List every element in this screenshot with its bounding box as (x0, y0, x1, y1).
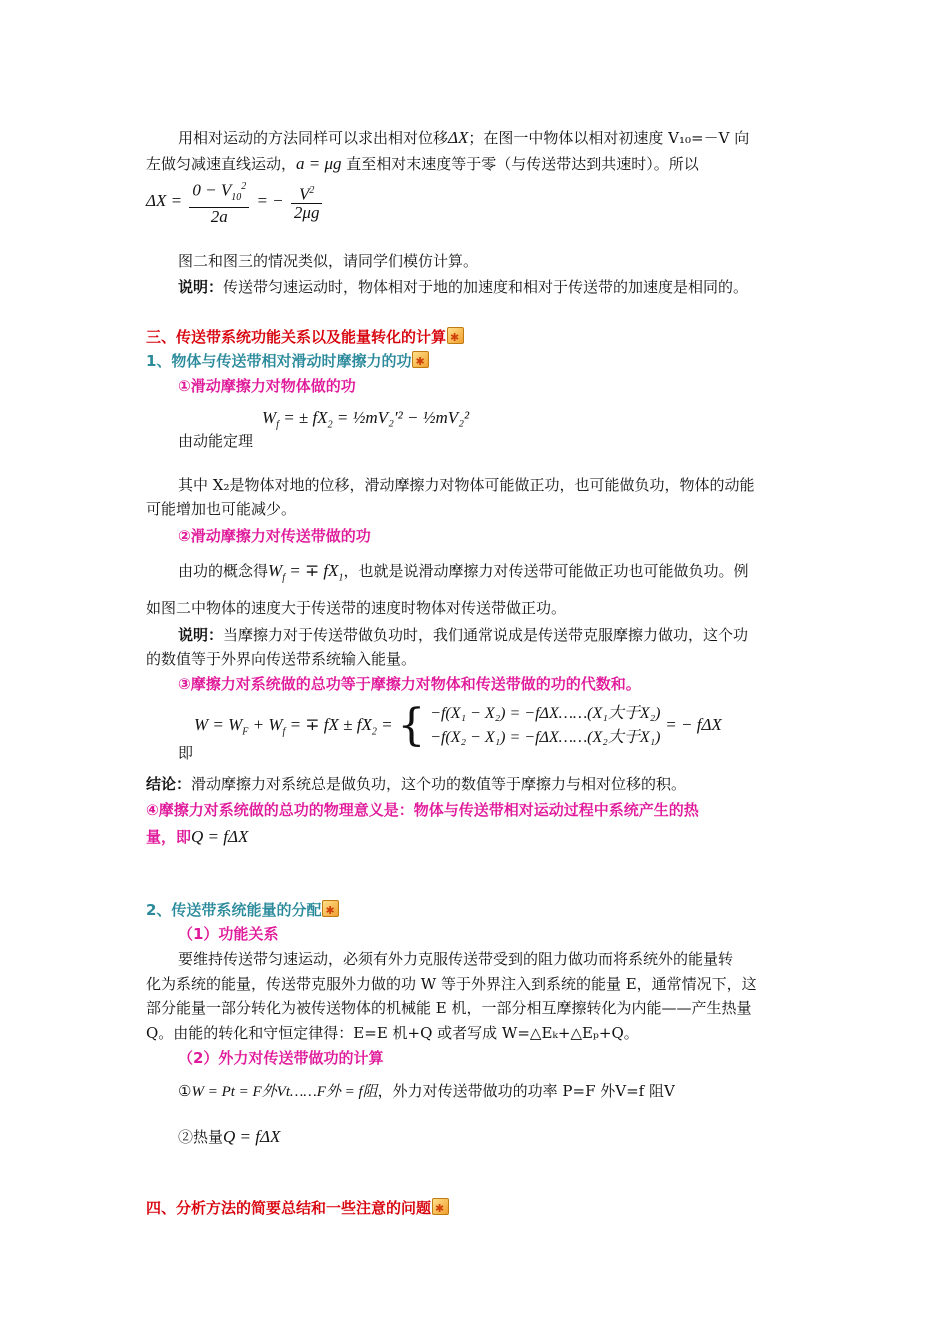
conclusion-line: 结论：滑动摩擦力对系统总是做负功，这个功的数值等于摩擦力与相对位移的积。 (146, 775, 687, 793)
section-4-title: 四、分析方法的简要总结和一些注意的问题✱ (146, 1197, 449, 1219)
subsection-1-title: 1、物体与传送带相对滑动时摩擦力的功✱ (146, 350, 429, 372)
subsection-2-2-heading: （2）外力对传送带做功的计算 (178, 1049, 384, 1067)
note-icon[interactable] (447, 327, 464, 344)
formula-line: ①W = Pt = F外Vt……F外 = f阻，外力对传送带做功的功率 P=F 外V=f 阻V (178, 1082, 675, 1100)
item-4-heading: ④摩擦力对系统做的总功的物理意义是：物体与传送带相对运动过程中系统产生的热 (146, 801, 699, 819)
equation-total-work: $W = W_F + W_f$ = ∓ fX ± $fX_2$ = { −f(X₁ − X₂) = −fΔX……(X₁大于X₂) −f(X₂ − X₁) = −fΔX……(X₂大于X₁) = − fΔX (194, 700, 722, 751)
text-line: 左做匀减速直线运动，a = μg 直至相对末速度等于零（与传送带达到共速时）。所以 (146, 154, 699, 173)
item-4-heading-cont: 量，即Q = fΔX (146, 827, 249, 846)
note-icon[interactable] (322, 900, 339, 917)
item-3-heading: ③摩擦力对系统做的总功等于摩擦力对物体和传送带做的功的代数和。 (178, 675, 641, 693)
equation-delta-x: ΔX = $\frac{0 - V_{10}^2}{2a}$ = − $\frac{V^2}{2\mu g}$ (146, 178, 325, 226)
formula-line: ②热量Q = fΔX (178, 1127, 281, 1146)
note-line: 说明：传送带匀速运动时，物体相对于地的加速度和相对于传送带的加速度是相同的。 (178, 278, 749, 296)
text-line: 化为系统的能量，传送带克服外力做的功 W 等于外界注入到系统的能量 E，通常情况下，这 (146, 975, 757, 993)
text-line: 由功的概念得$W_f$ = ∓ $fX_1$，也就是说滑动摩擦力对传送带可能做正功也可能做负功。例 (178, 561, 749, 584)
text-line: 的数值等于外界向传送带系统输入能量。 (146, 650, 417, 668)
item-1-heading: ①滑动摩擦力对物体做的功 (178, 377, 356, 395)
equation-work-object: $W_f$ = ± $fX_2$ = ½mV₂′² − ½mV₂² (262, 408, 470, 431)
text-line: 其中 X₂是物体对地的位移，滑动摩擦力对物体可能做正功，也可能做负功，物体的动能 (178, 476, 755, 494)
note-icon[interactable] (412, 351, 429, 368)
subsection-2-1-heading: （1）功能关系 (178, 925, 279, 943)
text-line: Q。由能的转化和守恒定律得：E=E 机+Q 或者写成 W=△Eₖ+△Eₚ+Q。 (146, 1024, 639, 1042)
note-line: 说明：当摩擦力对于传送带做负功时，我们通常说成是传送带克服摩擦力做功，这个功 (178, 626, 749, 644)
text-line: 要维持传送带匀速运动，必须有外力克服传送带受到的阻力做功而将系统外的能量转 (178, 950, 734, 968)
item-2-heading: ②滑动摩擦力对传送带做的功 (178, 527, 371, 545)
text-line: 用相对运动的方法同样可以求出相对位移ΔX；在图一中物体以相对初速度 V₁₀=－V 向 (178, 128, 750, 147)
text-line: 如图二中物体的速度大于传送带的速度时物体对传送带做正功。 (146, 599, 567, 617)
text-line: 图二和图三的情况类似，请同学们模仿计算。 (178, 252, 479, 270)
text-line: 由动能定理 (178, 432, 254, 450)
text-line: 即 (178, 744, 194, 762)
section-3-title: 三、传送带系统功能关系以及能量转化的计算✱ (146, 326, 464, 348)
note-icon[interactable] (432, 1198, 449, 1215)
text-line: 部分能量一部分转化为被传送物体的机械能 E 机，一部分相互摩擦转化为内能——产生热量 (146, 999, 752, 1017)
text-line: 可能增加也可能减少。 (146, 500, 297, 518)
subsection-2-title: 2、传送带系统能量的分配✱ (146, 899, 339, 921)
